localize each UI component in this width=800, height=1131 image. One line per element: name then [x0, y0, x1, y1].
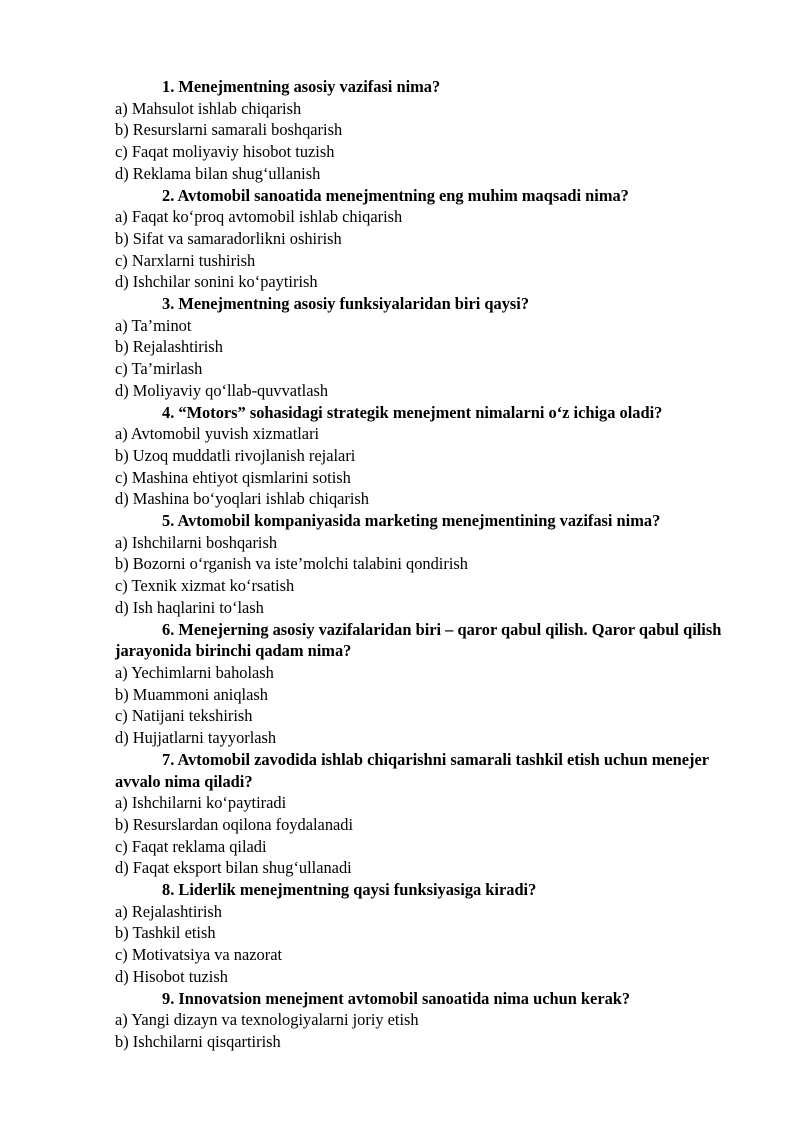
answer-option: b) Bozorni o‘rganish va iste’molchi talabini qondirish — [115, 554, 468, 574]
answer-option: a) Yechimlarni baholash — [115, 662, 274, 682]
answer-option: a) Ta’minot — [115, 315, 192, 335]
answer-option: a) Yangi dizayn va texnologiyalarni joriy etish — [115, 1010, 419, 1030]
answer-option: d) Hujjatlarni tayyorlash — [115, 728, 277, 748]
answer-option: a) Ishchilarni ko‘paytiradi — [115, 793, 287, 813]
question-block — [115, 185, 740, 294]
question-title: 2. Avtomobil sanoatida menejmentning eng muhim maqsadi nima? — [162, 185, 629, 205]
answer-option: d) Mashina bo‘yoqlari ishlab chiqarish — [115, 489, 369, 509]
answer-option: c) Ta’mirlash — [115, 359, 203, 379]
answer-option: b) Muammoni aniqlash — [115, 684, 268, 704]
answer-option: a) Rejalashtirish — [115, 901, 222, 921]
answer-option: b) Rejalashtirish — [115, 337, 223, 357]
question-title: 1. Menejmentning asosiy vazifasi nima? — [162, 77, 441, 96]
answer-option: a) Avtomobil yuvish xizmatlari — [115, 424, 320, 444]
question-title: 7. Avtomobil zavodida ishlab chiqarishni samarali tashkil etish uchun menejer avvalo nima qiladi? — [115, 749, 709, 791]
answer-option: c) Motivatsiya va nazorat — [115, 945, 283, 965]
question-block — [115, 510, 740, 619]
answer-option: b) Uzoq muddatli rivojlanish rejalari — [115, 445, 356, 465]
answer-option: b) Sifat va samaradorlikni oshirish — [115, 228, 342, 248]
question-block — [115, 749, 740, 879]
answer-option: a) Mahsulot ishlab chiqarish — [115, 98, 302, 118]
answer-option: a) Faqat ko‘proq avtomobil ishlab chiqarish — [115, 207, 403, 227]
answer-option: c) Narxlarni tushirish — [115, 250, 256, 270]
answer-option: a) Ishchilarni boshqarish — [115, 532, 278, 552]
question-title: 5. Avtomobil kompaniyasida marketing menejmentining vazifasi nima? — [162, 511, 661, 531]
question-title: 9. Innovatsion menejment avtomobil sanoatida nima uchun kerak? — [162, 988, 631, 1008]
question-title: 8. Liderlik menejmentning qaysi funksiyasiga kiradi? — [162, 880, 537, 900]
question-title: 3. Menejmentning asosiy funksiyalaridan biri qaysi? — [162, 294, 530, 314]
question-block — [115, 293, 740, 402]
answer-option: b) Resurslarni samarali boshqarish — [115, 120, 343, 140]
answer-option: d) Moliyaviy qo‘llab-quvvatlash — [115, 380, 329, 400]
question-block — [115, 879, 740, 988]
answer-option: d) Reklama bilan shug‘ullanish — [115, 163, 321, 183]
answer-option: c) Natijani tekshirish — [115, 706, 253, 726]
answer-option: c) Faqat reklama qiladi — [115, 836, 267, 856]
answer-option: c) Faqat moliyaviy hisobot tuzish — [115, 142, 335, 162]
answer-option: d) Faqat eksport bilan shug‘ullanadi — [115, 858, 352, 878]
question-title: 6. Menejerning asosiy vazifalaridan biri – qaror qabul qilish. Qaror qabul qilish jarayonida birinchi qadam nima? — [115, 619, 722, 661]
answer-option: d) Hisobot tuzish — [115, 966, 228, 986]
answer-option: b) Resurslardan oqilona foydalanadi — [115, 814, 354, 834]
answer-option: b) Ishchilarni qisqartirish — [115, 1031, 281, 1051]
question-block — [115, 76, 740, 185]
question-block — [115, 988, 740, 1053]
question-block — [115, 619, 740, 749]
answer-option: d) Ishchilar sonini ko‘paytirish — [115, 272, 318, 292]
answer-option: d) Ish haqlarini to‘lash — [115, 597, 264, 617]
answer-option: c) Texnik xizmat ko‘rsatish — [115, 576, 295, 596]
answer-option: b) Tashkil etish — [115, 923, 216, 943]
question-title: 4. “Motors” sohasidagi strategik menejment nimalarni o‘z ichiga oladi? — [162, 402, 663, 422]
document-page — [115, 76, 740, 1053]
question-block — [115, 402, 740, 511]
answer-option: c) Mashina ehtiyot qismlarini sotish — [115, 467, 351, 487]
